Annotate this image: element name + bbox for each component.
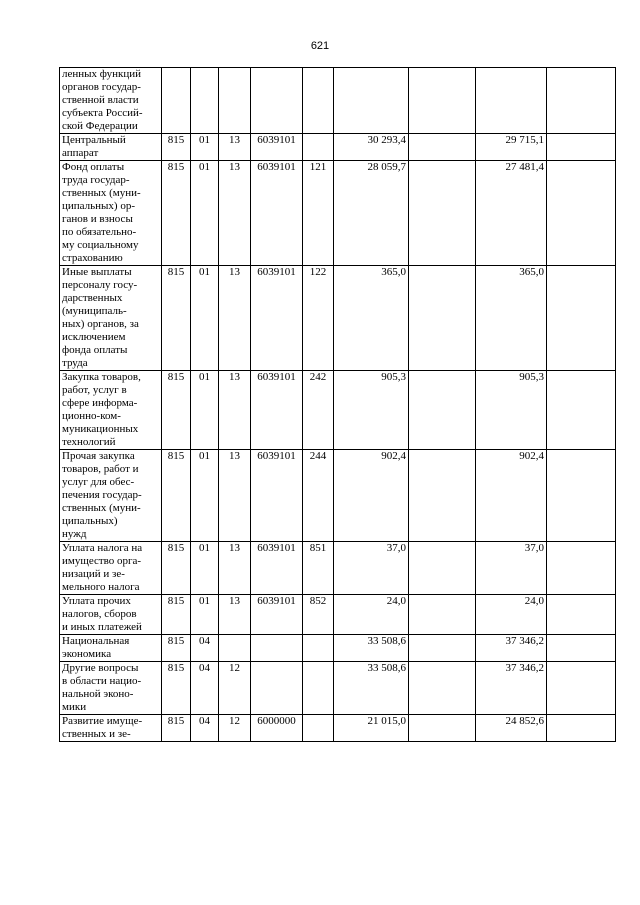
section-cell: 01 bbox=[191, 161, 219, 266]
section-cell: 01 bbox=[191, 266, 219, 371]
target-article-cell bbox=[251, 68, 303, 134]
amount-cell-2 bbox=[409, 161, 476, 266]
section-cell: 04 bbox=[191, 635, 219, 662]
amount-cell-3: 905,3 bbox=[476, 371, 547, 450]
item-name-line: работ, услуг в bbox=[62, 384, 127, 396]
ved-cell bbox=[162, 68, 191, 134]
item-name-line: дарственных bbox=[62, 292, 123, 304]
ved-cell: 815 bbox=[162, 161, 191, 266]
target-article-cell: 6039101 bbox=[251, 266, 303, 371]
ved-cell: 815 bbox=[162, 635, 191, 662]
subsection-cell: 13 bbox=[219, 161, 251, 266]
item-name-line: Закупка товаров, bbox=[62, 371, 141, 383]
target-article-cell: 6039101 bbox=[251, 542, 303, 595]
ved-cell: 815 bbox=[162, 134, 191, 161]
table-row bbox=[60, 371, 616, 450]
item-name-line: ленных функций bbox=[62, 68, 142, 80]
budget-table bbox=[59, 67, 616, 742]
item-name-line: Иные выплаты bbox=[62, 266, 132, 278]
table-row bbox=[60, 134, 616, 161]
amount-cell-4 bbox=[547, 595, 616, 635]
table-row bbox=[60, 68, 616, 134]
amount-cell-3: 29 715,1 bbox=[476, 134, 547, 161]
amount-cell-3: 24 852,6 bbox=[476, 715, 547, 742]
amount-cell-4 bbox=[547, 715, 616, 742]
section-cell bbox=[191, 68, 219, 134]
item-name-line: сфере информа- bbox=[62, 397, 138, 409]
ved-cell: 815 bbox=[162, 662, 191, 715]
amount-cell-4 bbox=[547, 542, 616, 595]
expense-type-cell: 122 bbox=[303, 266, 334, 371]
amount-cell-2 bbox=[409, 450, 476, 542]
table-row bbox=[60, 595, 616, 635]
amount-cell-3 bbox=[476, 68, 547, 134]
item-name-cell bbox=[60, 715, 162, 742]
item-name-cell bbox=[60, 595, 162, 635]
amount-cell-3: 24,0 bbox=[476, 595, 547, 635]
item-name-line: ственных и зе- bbox=[62, 728, 131, 740]
item-name-line: персоналу госу- bbox=[62, 279, 138, 291]
item-name-line: муникационных bbox=[62, 423, 139, 435]
table-row bbox=[60, 450, 616, 542]
subsection-cell bbox=[219, 635, 251, 662]
amount-cell-1: 365,0 bbox=[334, 266, 409, 371]
amount-cell-2 bbox=[409, 595, 476, 635]
expense-type-cell bbox=[303, 635, 334, 662]
amount-cell-3: 902,4 bbox=[476, 450, 547, 542]
item-name-line: Уплата налога на bbox=[62, 542, 143, 554]
item-name-line: Центральный bbox=[62, 134, 126, 146]
item-name-line: ципальных) ор- bbox=[62, 200, 135, 212]
amount-cell-2 bbox=[409, 542, 476, 595]
table-row bbox=[60, 161, 616, 266]
item-name-line: ционно-ком- bbox=[62, 410, 121, 422]
table-row bbox=[60, 542, 616, 595]
item-name-line: субъекта Россий- bbox=[62, 107, 143, 119]
target-article-cell bbox=[251, 662, 303, 715]
expense-type-cell bbox=[303, 715, 334, 742]
subsection-cell: 13 bbox=[219, 595, 251, 635]
amount-cell-4 bbox=[547, 68, 616, 134]
expense-type-cell: 242 bbox=[303, 371, 334, 450]
item-name-line: ственных (муни- bbox=[62, 502, 141, 514]
ved-cell: 815 bbox=[162, 450, 191, 542]
item-name-line: ственной власти bbox=[62, 94, 139, 106]
subsection-cell bbox=[219, 68, 251, 134]
subsection-cell: 12 bbox=[219, 662, 251, 715]
amount-cell-3: 37,0 bbox=[476, 542, 547, 595]
section-cell: 01 bbox=[191, 134, 219, 161]
expense-type-cell: 851 bbox=[303, 542, 334, 595]
item-name-line: ской Федерации bbox=[62, 120, 138, 132]
amount-cell-3: 27 481,4 bbox=[476, 161, 547, 266]
table-row bbox=[60, 635, 616, 662]
section-cell: 01 bbox=[191, 450, 219, 542]
item-name-line: технологий bbox=[62, 436, 116, 448]
expense-type-cell bbox=[303, 134, 334, 161]
target-article-cell: 6039101 bbox=[251, 450, 303, 542]
section-cell: 04 bbox=[191, 662, 219, 715]
expense-type-cell: 852 bbox=[303, 595, 334, 635]
item-name-line: ных) органов, за bbox=[62, 318, 139, 330]
item-name-cell bbox=[60, 662, 162, 715]
item-name-line: органов государ- bbox=[62, 81, 141, 93]
subsection-cell: 12 bbox=[219, 715, 251, 742]
item-name-cell bbox=[60, 68, 162, 134]
item-name-line: ственных (муни- bbox=[62, 187, 141, 199]
amount-cell-3: 37 346,2 bbox=[476, 662, 547, 715]
amount-cell-3: 37 346,2 bbox=[476, 635, 547, 662]
item-name-cell bbox=[60, 266, 162, 371]
amount-cell-2 bbox=[409, 266, 476, 371]
item-name-line: страхованию bbox=[62, 252, 123, 264]
item-name-line: (муниципаль- bbox=[62, 305, 127, 317]
item-name-line: по обязательно- bbox=[62, 226, 137, 238]
ved-cell: 815 bbox=[162, 371, 191, 450]
expense-type-cell: 244 bbox=[303, 450, 334, 542]
expense-type-cell: 121 bbox=[303, 161, 334, 266]
target-article-cell: 6039101 bbox=[251, 595, 303, 635]
item-name-line: Уплата прочих bbox=[62, 595, 131, 607]
ved-cell: 815 bbox=[162, 715, 191, 742]
amount-cell-4 bbox=[547, 371, 616, 450]
subsection-cell: 13 bbox=[219, 371, 251, 450]
amount-cell-4 bbox=[547, 662, 616, 715]
item-name-line: исключением bbox=[62, 331, 126, 343]
target-article-cell: 6000000 bbox=[251, 715, 303, 742]
item-name-cell bbox=[60, 371, 162, 450]
item-name-line: налогов, сборов bbox=[62, 608, 137, 620]
subsection-cell: 13 bbox=[219, 266, 251, 371]
table-row bbox=[60, 715, 616, 742]
item-name-line: печения государ- bbox=[62, 489, 142, 501]
section-cell: 01 bbox=[191, 371, 219, 450]
item-name-line: аппарат bbox=[62, 147, 99, 159]
item-name-line: фонда оплаты bbox=[62, 344, 128, 356]
item-name-line: товаров, работ и bbox=[62, 463, 139, 475]
amount-cell-4 bbox=[547, 450, 616, 542]
amount-cell-1: 21 015,0 bbox=[334, 715, 409, 742]
ved-cell: 815 bbox=[162, 542, 191, 595]
item-name-cell bbox=[60, 450, 162, 542]
target-article-cell: 6039101 bbox=[251, 134, 303, 161]
amount-cell-2 bbox=[409, 134, 476, 161]
amount-cell-1: 33 508,6 bbox=[334, 635, 409, 662]
amount-cell-1: 33 508,6 bbox=[334, 662, 409, 715]
item-name-line: мельного налога bbox=[62, 581, 140, 593]
ved-cell: 815 bbox=[162, 266, 191, 371]
item-name-line: в области нацио- bbox=[62, 675, 142, 687]
item-name-line: Фонд оплаты bbox=[62, 161, 125, 173]
item-name-line: Другие вопросы bbox=[62, 662, 139, 674]
amount-cell-4 bbox=[547, 161, 616, 266]
item-name-cell bbox=[60, 134, 162, 161]
item-name-line: мики bbox=[62, 701, 87, 713]
ved-cell: 815 bbox=[162, 595, 191, 635]
item-name-line: ципальных) bbox=[62, 515, 118, 527]
expense-type-cell bbox=[303, 662, 334, 715]
amount-cell-2 bbox=[409, 371, 476, 450]
table-row bbox=[60, 662, 616, 715]
amount-cell-2 bbox=[409, 715, 476, 742]
amount-cell-1: 902,4 bbox=[334, 450, 409, 542]
amount-cell-1: 28 059,7 bbox=[334, 161, 409, 266]
item-name-line: экономика bbox=[62, 648, 112, 660]
subsection-cell: 13 bbox=[219, 134, 251, 161]
item-name-line: низаций и зе- bbox=[62, 568, 125, 580]
section-cell: 01 bbox=[191, 542, 219, 595]
item-name-line: услуг для обес- bbox=[62, 476, 135, 488]
item-name-line: му социальному bbox=[62, 239, 139, 251]
item-name-line: Развитие имуще- bbox=[62, 715, 143, 727]
amount-cell-2 bbox=[409, 68, 476, 134]
item-name-cell bbox=[60, 161, 162, 266]
amount-cell-1: 30 293,4 bbox=[334, 134, 409, 161]
item-name-line: труда государ- bbox=[62, 174, 130, 186]
item-name-line: нужд bbox=[62, 528, 87, 540]
item-name-line: Национальная bbox=[62, 635, 130, 647]
item-name-line: Прочая закупка bbox=[62, 450, 135, 462]
item-name-line: имущество орга- bbox=[62, 555, 142, 567]
subsection-cell: 13 bbox=[219, 542, 251, 595]
expense-type-cell bbox=[303, 68, 334, 134]
amount-cell-2 bbox=[409, 662, 476, 715]
target-article-cell: 6039101 bbox=[251, 371, 303, 450]
target-article-cell: 6039101 bbox=[251, 161, 303, 266]
subsection-cell: 13 bbox=[219, 450, 251, 542]
amount-cell-1: 24,0 bbox=[334, 595, 409, 635]
section-cell: 01 bbox=[191, 595, 219, 635]
amount-cell-2 bbox=[409, 635, 476, 662]
item-name-line: и иных платежей bbox=[62, 621, 142, 633]
item-name-cell bbox=[60, 542, 162, 595]
amount-cell-1: 37,0 bbox=[334, 542, 409, 595]
target-article-cell bbox=[251, 635, 303, 662]
item-name-line: нальной эконо- bbox=[62, 688, 134, 700]
item-name-line: ганов и взносы bbox=[62, 213, 133, 225]
amount-cell-1: 905,3 bbox=[334, 371, 409, 450]
item-name-cell bbox=[60, 635, 162, 662]
amount-cell-4 bbox=[547, 134, 616, 161]
amount-cell-1 bbox=[334, 68, 409, 134]
amount-cell-3: 365,0 bbox=[476, 266, 547, 371]
amount-cell-4 bbox=[547, 266, 616, 371]
page-number: 621 bbox=[310, 40, 330, 52]
item-name-line: труда bbox=[62, 357, 88, 369]
table-row bbox=[60, 266, 616, 371]
amount-cell-4 bbox=[547, 635, 616, 662]
section-cell: 04 bbox=[191, 715, 219, 742]
